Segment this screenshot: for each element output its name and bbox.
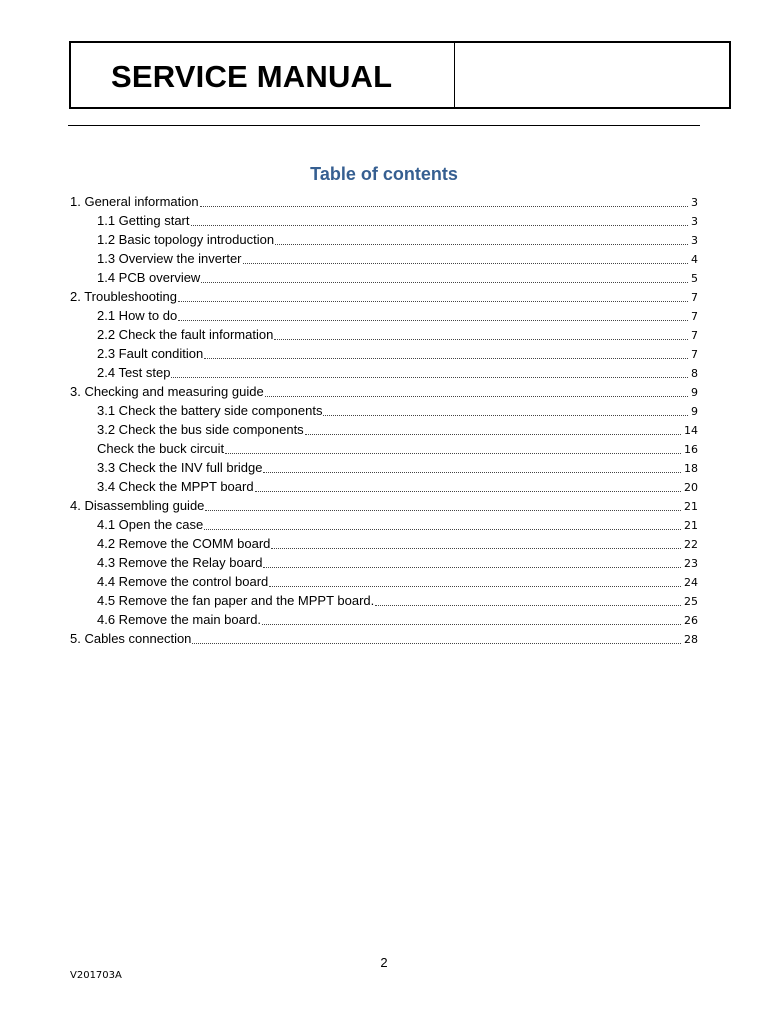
page-number: 2	[380, 955, 388, 970]
toc-dot-leader	[225, 452, 681, 454]
header-box	[69, 41, 731, 109]
toc-entry-page: 23	[684, 557, 698, 570]
toc-dot-leader	[269, 585, 681, 587]
toc-entry[interactable]	[70, 458, 698, 477]
toc-dot-leader	[274, 338, 688, 340]
toc-dot-leader	[323, 414, 688, 416]
toc-entry[interactable]	[70, 534, 698, 553]
toc-entry-label: 1.1 Getting start	[97, 213, 190, 228]
toc-entry-label: 2.2 Check the fault information	[97, 327, 274, 342]
toc-entry[interactable]	[70, 477, 698, 496]
toc-entry-page: 3	[691, 215, 698, 228]
toc-dot-leader	[262, 623, 681, 625]
toc-entry-label: 4.5 Remove the fan paper and the MPPT board.	[97, 593, 375, 608]
toc-entry[interactable]	[70, 591, 698, 610]
header-rule	[68, 125, 700, 126]
toc-entry-page: 22	[684, 538, 698, 551]
toc-entry[interactable]	[70, 553, 698, 572]
toc-entry-label: 1.4 PCB overview	[97, 270, 201, 285]
toc-dot-leader	[305, 433, 681, 435]
toc-entry[interactable]	[70, 344, 698, 363]
toc-entry-label: 3. Checking and measuring guide	[70, 384, 264, 399]
toc-entry-page: 7	[691, 310, 698, 323]
toc-entry-label: 4.1 Open the case	[97, 517, 204, 532]
toc-heading: Table of contents	[310, 164, 458, 184]
toc-entry[interactable]	[70, 249, 698, 268]
version-code: V201703A	[70, 970, 122, 981]
toc-entry-page: 28	[684, 633, 698, 646]
toc-entry[interactable]	[70, 192, 698, 211]
toc-dot-leader	[200, 205, 688, 207]
toc-entry-page: 21	[684, 519, 698, 532]
toc-dot-leader	[178, 300, 688, 302]
toc-dot-leader	[204, 357, 688, 359]
document-title: SERVICE MANUAL	[111, 59, 393, 94]
toc-entry-page: 21	[684, 500, 698, 513]
toc-entry-page: 20	[684, 481, 698, 494]
toc-entry-page: 7	[691, 348, 698, 361]
toc-entry-page: 16	[684, 443, 698, 456]
toc-entry[interactable]	[70, 515, 698, 534]
toc-entry[interactable]	[70, 268, 698, 287]
toc-entry-page: 24	[684, 576, 698, 589]
toc-entry-label: 4.3 Remove the Relay board	[97, 555, 263, 570]
toc-dot-leader	[205, 509, 681, 511]
toc-entry-page: 9	[691, 405, 698, 418]
toc-entry-label: 5. Cables connection	[70, 631, 192, 646]
toc-entry-page: 7	[691, 291, 698, 304]
toc-entry-page: 8	[691, 367, 698, 380]
toc-entry-label: 1.2 Basic topology introduction	[97, 232, 275, 247]
toc-entry[interactable]	[70, 420, 698, 439]
toc-entry-page: 7	[691, 329, 698, 342]
toc-entry-page: 14	[684, 424, 698, 437]
toc-dot-leader	[243, 262, 688, 264]
toc-dot-leader	[263, 471, 681, 473]
toc-entry-page: 3	[691, 196, 698, 209]
toc-entry-page: 3	[691, 234, 698, 247]
toc-dot-leader	[191, 224, 689, 226]
header-divider	[454, 43, 455, 107]
toc-entry-label: 2.3 Fault condition	[97, 346, 204, 361]
toc-entry-label: 3.1 Check the battery side components	[97, 403, 323, 418]
toc-entry[interactable]	[70, 610, 698, 629]
toc-entry-label: 4.2 Remove the COMM board	[97, 536, 271, 551]
toc-dot-leader	[171, 376, 688, 378]
toc-entry[interactable]	[70, 629, 698, 648]
toc-entry-page: 9	[691, 386, 698, 399]
toc-entry-label: 1. General information	[70, 194, 199, 209]
toc-entry-label: 4. Disassembling guide	[70, 498, 205, 513]
toc-entry[interactable]	[70, 325, 698, 344]
toc-entry[interactable]	[70, 230, 698, 249]
toc-entry-label: 3.3 Check the INV full bridge	[97, 460, 263, 475]
toc-entry-label: Check the buck circuit	[97, 441, 225, 456]
toc-dot-leader	[263, 566, 681, 568]
toc-entry-label: 4.6 Remove the main board.	[97, 612, 262, 627]
toc-entry-page: 5	[691, 272, 698, 285]
toc-entry[interactable]	[70, 287, 698, 306]
toc-entry-label: 3.4 Check the MPPT board	[97, 479, 254, 494]
toc-entry-label: 2. Troubleshooting	[70, 289, 177, 304]
toc-entry-label: 1.3 Overview the inverter	[97, 251, 242, 266]
toc-entry-page: 25	[684, 595, 698, 608]
toc-dot-leader	[204, 528, 681, 530]
toc-dot-leader	[201, 281, 688, 283]
toc-entry-page: 18	[684, 462, 698, 475]
toc-entry-page: 4	[691, 253, 698, 266]
toc-entry-label: 4.4 Remove the control board	[97, 574, 269, 589]
toc-dot-leader	[275, 243, 688, 245]
table-of-contents	[70, 192, 698, 648]
toc-dot-leader	[271, 547, 681, 549]
toc-entry-label: 2.4 Test step	[97, 365, 171, 380]
toc-entry-page: 26	[684, 614, 698, 627]
toc-dot-leader	[265, 395, 688, 397]
toc-entry[interactable]	[70, 439, 698, 458]
toc-entry[interactable]	[70, 572, 698, 591]
toc-dot-leader	[192, 642, 681, 644]
toc-dot-leader	[255, 490, 681, 492]
toc-entry[interactable]	[70, 306, 698, 325]
toc-entry-label: 3.2 Check the bus side components	[97, 422, 304, 437]
toc-entry[interactable]	[70, 401, 698, 420]
toc-entry[interactable]	[70, 496, 698, 515]
toc-entry[interactable]	[70, 211, 698, 230]
toc-dot-leader	[375, 604, 681, 606]
toc-dot-leader	[178, 319, 688, 321]
toc-entry[interactable]	[70, 382, 698, 401]
toc-entry[interactable]	[70, 363, 698, 382]
toc-entry-label: 2.1 How to do	[97, 308, 178, 323]
